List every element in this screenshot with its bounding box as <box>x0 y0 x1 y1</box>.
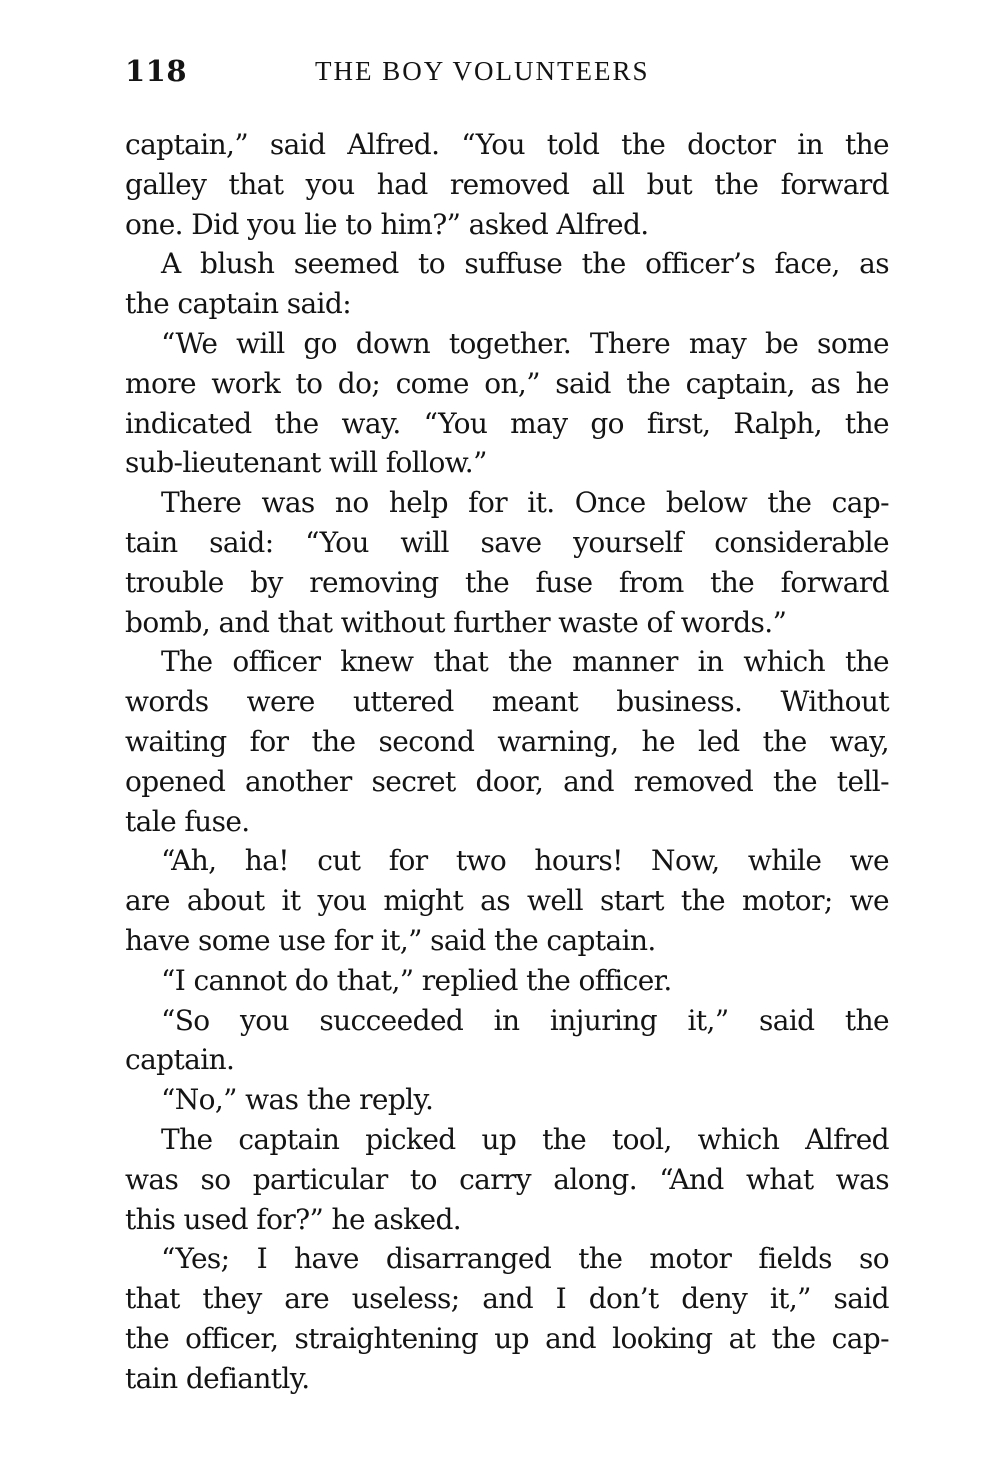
text-line: tain said: “You will save yourself considerable <box>125 525 889 559</box>
text-line: “We will go down together. There may be some <box>161 326 889 360</box>
text-line: waiting for the second warning, he led the way, <box>125 724 889 758</box>
text-line: The captain picked up the tool, which Alfred <box>161 1122 889 1156</box>
text-line: The officer knew that the manner in which the <box>161 645 889 679</box>
text-line: words were uttered meant business. Without <box>125 685 889 719</box>
text-line: the officer, straightening up and looking at the cap- <box>125 1321 889 1355</box>
text-line: tale fuse. <box>125 804 250 838</box>
body-text <box>125 125 889 1399</box>
text-line: “No,” was the reply. <box>161 1083 434 1117</box>
text-line: opened another secret door, and removed the tell- <box>125 764 889 798</box>
text-line: more work to do; come on,” said the captain, as he <box>125 366 889 400</box>
text-line: that they are useless; and I don’t deny it,” said <box>125 1282 889 1316</box>
page-number: 118 <box>125 54 188 88</box>
text-line: captain,” said Alfred. “You told the doctor in the <box>125 128 889 161</box>
text-line: one. Did you lie to him?” asked Alfred. <box>125 207 649 241</box>
text-line: are about it you might as well start the motor; we <box>125 884 889 918</box>
text-line: sub-lieutenant will follow.” <box>125 446 487 480</box>
text-line: was so particular to carry along. “And what was <box>125 1162 889 1196</box>
text-line: galley that you had removed all but the forward <box>125 167 889 201</box>
text-line: “I cannot do that,” replied the officer. <box>161 963 672 997</box>
text-line: There was no help for it. Once below the cap- <box>161 486 889 520</box>
text-line: “So you succeeded in injuring it,” said the <box>161 1003 889 1037</box>
text-line: captain. <box>125 1043 235 1077</box>
text-line: “Ah, ha! cut for two hours! Now, while we <box>161 844 889 878</box>
text-line: “Yes; I have disarranged the motor fields so <box>161 1242 889 1276</box>
book-title: THE BOY VOLUNTEERS <box>315 56 650 86</box>
text-line: this used for?” he asked. <box>125 1202 462 1236</box>
text-line: A blush seemed to suffuse the officer’s face, as <box>161 247 889 281</box>
text-line: have some use for it,” said the captain. <box>125 923 656 957</box>
running-head <box>125 54 889 98</box>
text-line: the captain said: <box>125 287 352 321</box>
text-line: tain defiantly. <box>125 1361 310 1395</box>
text-line: bomb, and that without further waste of words.” <box>125 605 787 639</box>
text-line: indicated the way. “You may go first, Ralph, the <box>125 406 889 440</box>
text-line: trouble by removing the fuse from the forward <box>125 565 889 599</box>
